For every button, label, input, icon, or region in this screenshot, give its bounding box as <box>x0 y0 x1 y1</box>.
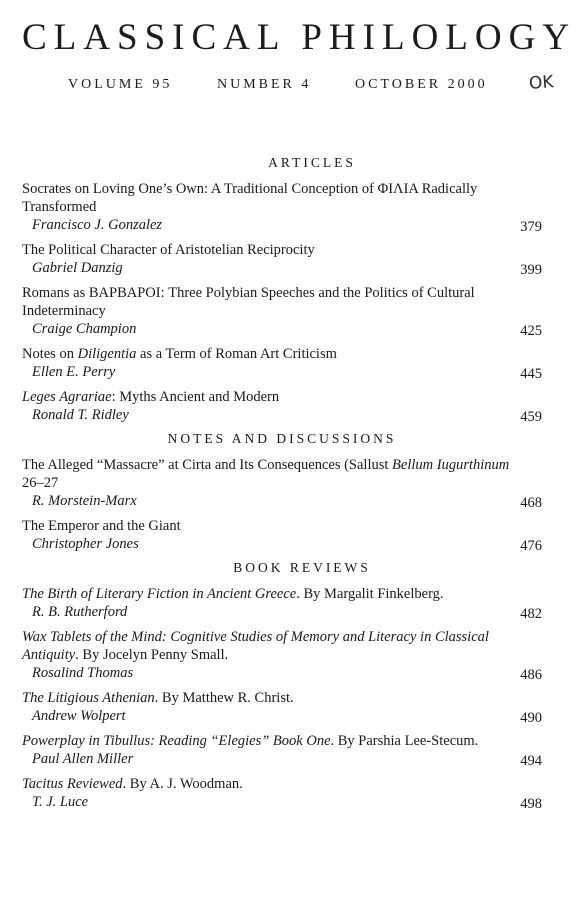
entry-title <box>22 628 542 664</box>
entry-title <box>22 180 542 216</box>
entry-author: Ronald T. Ridley <box>32 407 129 423</box>
toc-entry[interactable] <box>22 388 542 424</box>
entry-title <box>22 241 542 259</box>
entry-author-row <box>22 320 542 338</box>
table-of-contents <box>22 155 542 818</box>
entry-title-segment: Diligentia <box>77 346 137 362</box>
entry-page-number: 468 <box>520 495 542 511</box>
entry-author-row <box>22 707 542 725</box>
entry-title <box>22 732 542 750</box>
entry-title <box>22 456 542 492</box>
issue-number-label: NUMBER 4 <box>217 77 312 92</box>
entry-author-row <box>22 603 542 621</box>
entry-title-segment: Tacitus Reviewed <box>22 776 123 792</box>
entry-title <box>22 689 542 707</box>
entry-title-segment: Powerplay in Tibullus: Reading “Elegies” Book One <box>22 733 331 749</box>
entry-author-row <box>22 793 542 811</box>
toc-entry[interactable] <box>22 241 542 277</box>
entry-author: Paul Allen Miller <box>32 751 134 767</box>
journal-title: CLASSICAL PHILOLOGY <box>22 17 577 58</box>
entry-title <box>22 284 542 320</box>
toc-entry[interactable] <box>22 456 542 510</box>
entry-author: Ellen E. Perry <box>32 364 116 380</box>
entry-title-segment: . By Margalit Finkelberg. <box>296 586 444 602</box>
entry-page-number: 425 <box>520 323 542 339</box>
issue-date-label: OCTOBER 2000 <box>355 77 488 92</box>
section-heading: ARTICLES <box>268 155 356 170</box>
entry-page-number: 482 <box>520 606 542 622</box>
entry-page-number: 459 <box>520 409 542 425</box>
entry-title <box>22 775 542 793</box>
entry-title-segment: Wax Tablets of the Mind: Cognitive Studies of Memory and Literacy in Classical Antiquity <box>22 629 489 663</box>
entry-title-segment: . By Parshia Lee-Stecum. <box>330 733 479 749</box>
entry-title-segment: . By Jocelyn Penny Small. <box>75 647 229 663</box>
entry-author-row <box>22 492 542 510</box>
entry-title-segment: Notes on <box>22 346 78 362</box>
entry-title <box>22 345 542 363</box>
handwritten-note: OK <box>528 72 555 94</box>
entry-author: Craige Champion <box>32 321 137 337</box>
toc-section <box>22 431 542 553</box>
entry-page-number: 486 <box>520 667 542 683</box>
entry-title <box>22 585 542 603</box>
entry-author-row <box>22 750 542 768</box>
entry-author-row <box>22 259 542 277</box>
entry-title-segment: . By A. J. Woodman. <box>122 776 243 792</box>
toc-entry[interactable] <box>22 517 542 553</box>
entry-title-segment: Romans as ΒΑΡΒΑΡΟΙ: Three Polybian Speeches and the Politics of Cultural Indeterminacy <box>22 285 475 319</box>
entry-author-row <box>22 664 542 682</box>
entry-page-number: 399 <box>520 262 542 278</box>
entry-title-segment: The Litigious Athenian <box>22 690 155 706</box>
entry-title <box>22 517 542 535</box>
entry-title-segment: 26–27 <box>22 475 59 491</box>
entry-title <box>22 388 542 406</box>
entry-title-segment: The Emperor and the Giant <box>22 518 181 534</box>
entry-page-number: 379 <box>520 219 542 235</box>
entry-author-row <box>22 535 542 553</box>
toc-entry[interactable] <box>22 628 542 682</box>
toc-entry[interactable] <box>22 284 542 338</box>
entry-title-segment: The Alleged “Massacre” at Cirta and Its Consequences (Sallust <box>22 457 393 473</box>
issue-masthead <box>0 77 579 97</box>
entry-author: R. B. Rutherford <box>32 604 128 620</box>
entry-author-row <box>22 216 542 234</box>
toc-entry[interactable] <box>22 775 542 811</box>
entry-author: T. J. Luce <box>32 794 89 810</box>
entry-author: Andrew Wolpert <box>32 708 126 724</box>
entry-page-number: 490 <box>520 710 542 726</box>
entry-author: Rosalind Thomas <box>32 665 134 681</box>
entry-title-segment: Socrates on Loving One’s Own: A Traditional Conception of ΦΙΛΙΑ Radically Transformed <box>22 181 478 215</box>
entry-title-segment: Leges Agrariae <box>22 389 112 405</box>
toc-entry[interactable] <box>22 585 542 621</box>
entry-title-segment: The Birth of Literary Fiction in Ancient Greece <box>22 586 297 602</box>
section-heading: NOTES AND DISCUSSIONS <box>167 431 397 446</box>
entry-author: Gabriel Danzig <box>32 260 123 276</box>
entry-title-segment: The Political Character of Aristotelian Reciprocity <box>22 242 315 258</box>
entry-title-segment: Bellum Iugurthinum <box>392 457 510 473</box>
volume-label: VOLUME 95 <box>68 77 173 92</box>
toc-section <box>22 155 542 424</box>
entry-author: Francisco J. Gonzalez <box>32 217 163 233</box>
toc-entry[interactable] <box>22 180 542 234</box>
toc-entry[interactable] <box>22 345 542 381</box>
entry-page-number: 498 <box>520 796 542 812</box>
toc-section <box>22 560 542 811</box>
entry-author-row <box>22 363 542 381</box>
entry-title-segment: . By Matthew R. Christ. <box>154 690 294 706</box>
entry-page-number: 494 <box>520 753 542 769</box>
toc-entry[interactable] <box>22 732 542 768</box>
entry-page-number: 476 <box>520 538 542 554</box>
entry-author-row <box>22 406 542 424</box>
entry-title-segment: as a Term of Roman Art Criticism <box>136 346 337 362</box>
entry-page-number: 445 <box>520 366 542 382</box>
entry-author: Christopher Jones <box>32 536 139 552</box>
toc-entry[interactable] <box>22 689 542 725</box>
entry-title-segment: : Myths Ancient and Modern <box>111 389 280 405</box>
entry-author: R. Morstein-Marx <box>32 493 137 509</box>
section-heading: BOOK REVIEWS <box>233 560 371 575</box>
